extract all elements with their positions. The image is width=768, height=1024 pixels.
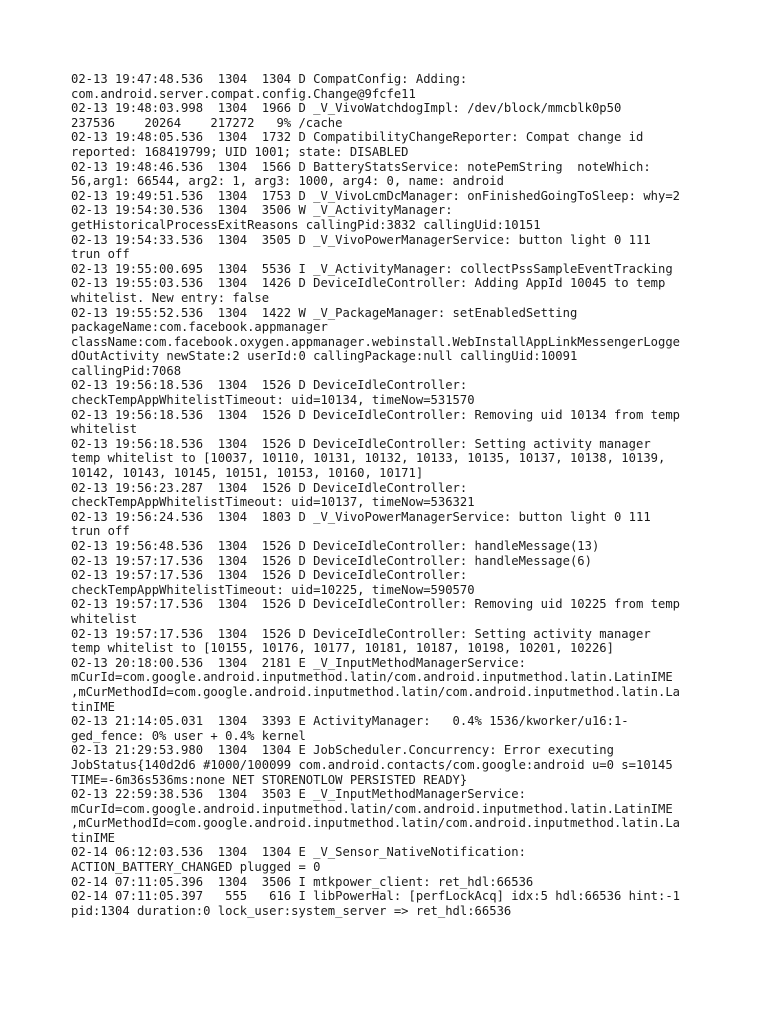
- log-line: className:com.facebook.oxygen.appmanager.webinstall.WebInstallAppLinkMessengerLogge: [71, 334, 681, 349]
- log-line: reported: 168419799; UID 1001; state: DISABLED: [71, 144, 409, 159]
- log-line: 02-13 19:54:30.536 1304 3506 W _V_ActivityManager:: [71, 203, 453, 218]
- log-line: 02-13 19:56:18.536 1304 1526 D DeviceIdleController: Setting activity manager: [71, 436, 651, 451]
- log-line: trun off: [71, 247, 130, 262]
- log-line: whitelist. New entry: false: [71, 290, 270, 305]
- log-line: 02-13 19:56:23.287 1304 1526 D DeviceIdleController:: [71, 480, 468, 495]
- log-line: tinIME: [71, 699, 116, 714]
- log-line: 02-13 19:57:17.536 1304 1526 D DeviceIdleController: handleMessage(6): [71, 553, 592, 568]
- log-line: ged_fence: 0% user + 0.4% kernel: [71, 728, 306, 743]
- log-line: 02-13 19:55:00.695 1304 5536 I _V_ActivityManager: collectPssSampleEventTracking: [71, 261, 673, 276]
- log-line: 02-14 07:11:05.396 1304 3506 I mtkpower_client: ret_hdl:66536: [71, 874, 534, 889]
- log-line: checkTempAppWhitelistTimeout: uid=10134, timeNow=531570: [71, 393, 475, 408]
- log-line: 02-13 19:57:17.536 1304 1526 D DeviceIdleController:: [71, 568, 468, 583]
- log-line: 02-13 19:55:52.536 1304 1422 W _V_PackageManager: setEnabledSetting: [71, 305, 578, 320]
- log-text-block: [71, 72, 711, 918]
- log-line: mCurId=com.google.android.inputmethod.latin/com.android.inputmethod.latin.LatinIME: [71, 801, 673, 816]
- log-line: com.android.server.compat.config.Change@9fcfe11: [71, 86, 416, 101]
- log-line: getHistoricalProcessExitReasons callingPid:3832 callingUid:10151: [71, 217, 541, 232]
- log-line: 02-14 06:12:03.536 1304 1304 E _V_Sensor_NativeNotification:: [71, 845, 526, 860]
- log-line: mCurId=com.google.android.inputmethod.latin/com.android.inputmethod.latin.LatinIME: [71, 670, 673, 685]
- log-line: 02-13 19:48:05.536 1304 1732 D CompatibilityChangeReporter: Compat change id: [71, 130, 644, 145]
- log-line: 56,arg1: 66544, arg2: 1, arg3: 1000, arg4: 0, name: android: [71, 174, 504, 189]
- log-line: JobStatus{140d2d6 #1000/100099 com.android.contacts/com.google:android u=0 s=10145: [71, 757, 673, 772]
- log-line: ACTION_BATTERY_CHANGED plugged = 0: [71, 860, 321, 875]
- log-line: 237536 20264 217272 9% /cache: [71, 115, 343, 130]
- log-line: 02-13 19:56:24.536 1304 1803 D _V_VivoPowerManagerService: button light 0 111: [71, 509, 651, 524]
- log-line: 02-13 22:59:38.536 1304 3503 E _V_InputMethodManagerService:: [71, 787, 526, 802]
- log-line: 02-13 19:49:51.536 1304 1753 D _V_VivoLcmDcManager: onFinishedGoingToSleep: why=2: [71, 188, 681, 203]
- log-line: 02-13 19:47:48.536 1304 1304 D CompatConfig: Adding:: [71, 72, 468, 86]
- log-line: pid:1304 duration:0 lock_user:system_server => ret_hdl:66536: [71, 903, 512, 918]
- log-line: 02-14 07:11:05.397 555 616 I libPowerHal: [perfLockAcq] idx:5 hdl:66536 hint:-1: [71, 889, 681, 904]
- log-line: dOutActivity newState:2 userId:0 callingPackage:null callingUid:10091: [71, 349, 578, 364]
- log-line: ,mCurMethodId=com.google.android.inputmethod.latin/com.android.inputmethod.latin.La: [71, 684, 681, 699]
- log-line: whitelist: [71, 422, 138, 437]
- log-line: 02-13 19:55:03.536 1304 1426 D DeviceIdleController: Adding AppId 10045 to temp: [71, 276, 666, 291]
- log-line: 10142, 10143, 10145, 10151, 10153, 10160, 10171]: [71, 466, 424, 481]
- log-line: 02-13 19:56:18.536 1304 1526 D DeviceIdleController: Removing uid 10134 from temp: [71, 407, 681, 422]
- log-line: trun off: [71, 524, 130, 539]
- log-line: callingPid:7068: [71, 363, 182, 378]
- log-line: 02-13 19:56:18.536 1304 1526 D DeviceIdleController:: [71, 378, 468, 393]
- log-line: 02-13 20:18:00.536 1304 2181 E _V_InputMethodManagerService:: [71, 655, 526, 670]
- log-line: temp whitelist to [10037, 10110, 10131, 10132, 10133, 10135, 10137, 10138, 10139,: [71, 451, 666, 466]
- log-line: tinIME: [71, 830, 116, 845]
- log-line: 02-13 19:48:46.536 1304 1566 D BatteryStatsService: notePemString noteWhich:: [71, 159, 651, 174]
- log-line: ,mCurMethodId=com.google.android.inputmethod.latin/com.android.inputmethod.latin.La: [71, 816, 681, 831]
- log-line: 02-13 21:29:53.980 1304 1304 E JobScheduler.Concurrency: Error executing: [71, 743, 614, 758]
- log-line: 02-13 19:57:17.536 1304 1526 D DeviceIdleController: Removing uid 10225 from temp: [71, 597, 681, 612]
- log-line: 02-13 21:14:05.031 1304 3393 E ActivityManager: 0.4% 1536/kworker/u16:1-: [71, 714, 629, 729]
- log-line: whitelist: [71, 611, 138, 626]
- log-line: 02-13 19:54:33.536 1304 3505 D _V_VivoPowerManagerService: button light 0 111: [71, 232, 651, 247]
- log-line: checkTempAppWhitelistTimeout: uid=10225, timeNow=590570: [71, 582, 475, 597]
- log-line: 02-13 19:56:48.536 1304 1526 D DeviceIdleController: handleMessage(13): [71, 539, 600, 553]
- log-line: temp whitelist to [10155, 10176, 10177, 10181, 10187, 10198, 10201, 10226]: [71, 641, 614, 656]
- log-line: 02-13 19:57:17.536 1304 1526 D DeviceIdleController: Setting activity manager: [71, 626, 651, 641]
- log-line: checkTempAppWhitelistTimeout: uid=10137, timeNow=536321: [71, 495, 475, 510]
- log-line: TIME=-6m36s536ms:none NET STORENOTLOW PERSISTED READY}: [71, 772, 468, 787]
- log-line: packageName:com.facebook.appmanager: [71, 320, 328, 335]
- log-line: 02-13 19:48:03.998 1304 1966 D _V_VivoWatchdogImpl: /dev/block/mmcblk0p50: [71, 101, 622, 116]
